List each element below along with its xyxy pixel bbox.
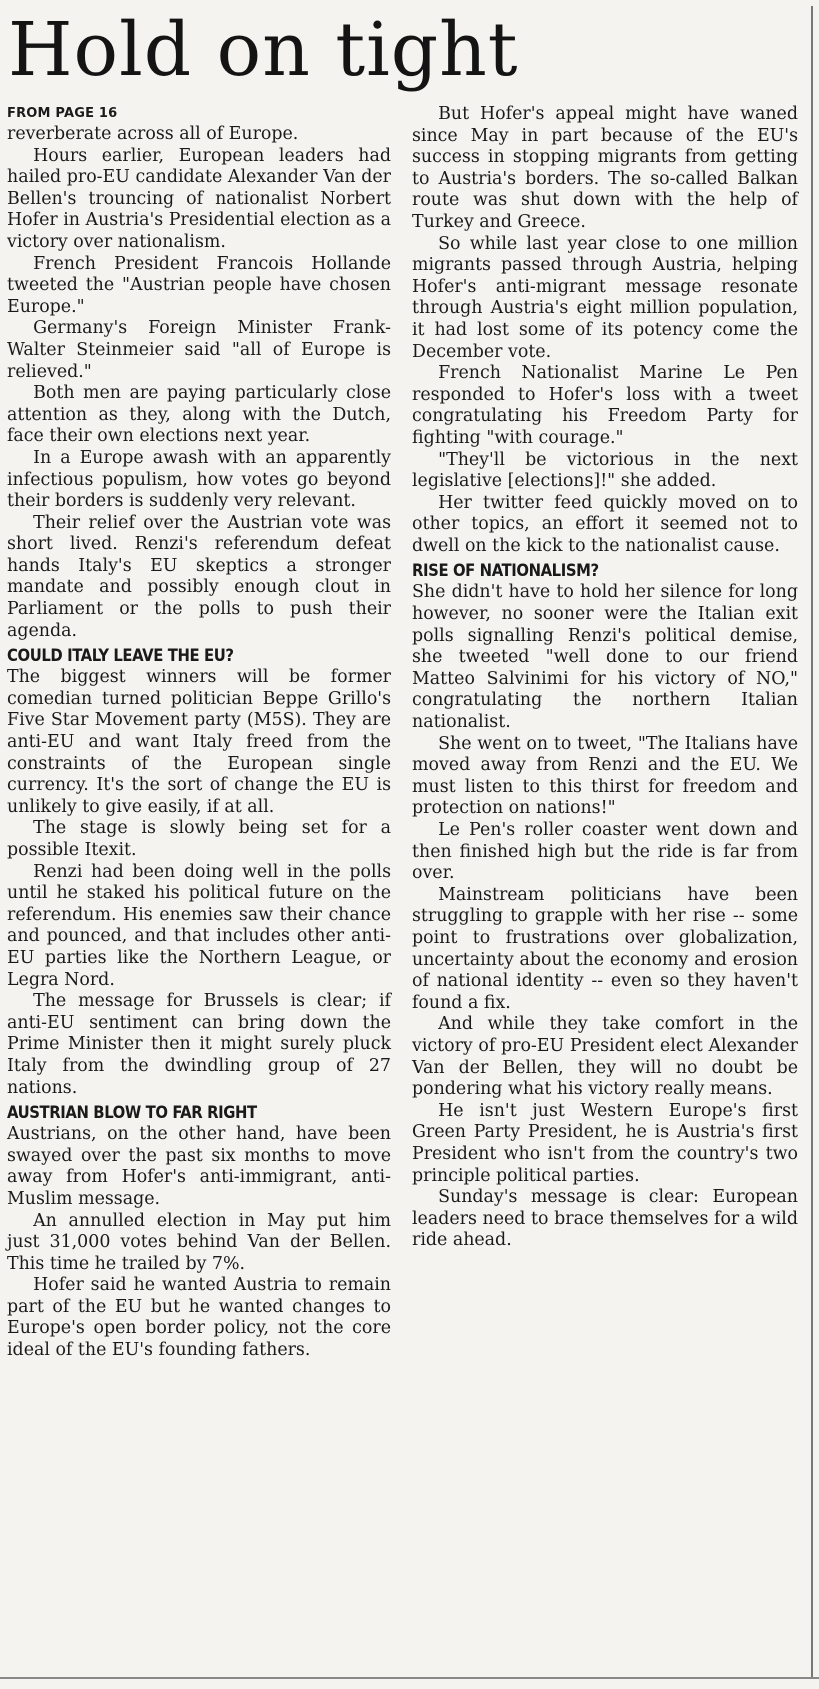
body-paragraph: An annulled election in May put him just 31,000 votes behind Van der Bellen. This time he trailed by 7%.	[7, 1210, 391, 1274]
body-paragraph: The message for Brussels is clear; if anti-EU sentiment can bring down the Prime Minister then it might surely pluck Italy from the dwindling group of 27 nations.	[7, 991, 391, 1098]
body-paragraph: Both men are paying particularly close attention as they, along with the Dutch, face their own elections next year.	[7, 383, 391, 447]
body-paragraph: So while last year close to one million migrants passed through Austria, helping Hofer's anti-migrant message resonate through Austria's eight million population, it had lost some of its potency come the December vote.	[412, 233, 798, 362]
body-paragraph: Hofer said he wanted Austria to remain part of the EU but he wanted changes to Europe's open border policy, not the core ideal of the EU's founding fathers.	[7, 1275, 391, 1361]
body-paragraph: She didn't have to hold her silence for long however, no sooner were the Italian exit polls signalling Renzi's political demise, she tweeted "well done to our friend Matteo Salvinimi for his victory of NO," congratulating the northern Italian nationalist.	[412, 582, 798, 733]
body-paragraph: Hours earlier, European leaders had hailed pro-EU candidate Alexander Van der Bellen's trouncing of nationalist Norbert Hofer in Austria's Presidential election as a victory over nationalism.	[7, 145, 391, 252]
kicker: FROM PAGE 16	[7, 106, 118, 121]
section-subhead: COULD ITALY LEAVE THE EU?	[7, 646, 234, 666]
body-paragraph: But Hofer's appeal might have waned since May in part because of the EU's success in stopping migrants from getting to Austria's borders. The so-called Balkan route was shut down with the help of Turkey and Greece.	[412, 104, 798, 232]
body-paragraph: Sunday's message is clear: European leaders need to brace themselves for a wild ride ahead.	[412, 1187, 798, 1251]
section-subhead: RISE OF NATIONALISM?	[412, 561, 599, 581]
column-rule	[811, 6, 813, 1677]
body-paragraph: Austrians, on the other hand, have been swayed over the past six months to move away from Hofer's anti-immigrant, anti-Muslim message.	[7, 1124, 391, 1209]
body-paragraph: reverberate across all of Europe.	[7, 124, 299, 144]
bottom-rule	[0, 1677, 819, 1679]
body-paragraph: In a Europe awash with an apparently infectious populism, how votes go beyond their borders is suddenly very relevant.	[7, 447, 391, 512]
body-paragraph: "They'll be victorious in the next legislative [elections]!" she added.	[412, 449, 798, 492]
headline: Hold on tight	[8, 7, 519, 93]
body-paragraph: Their relief over the Austrian vote was short lived. Renzi's referendum defeat hands Italy's EU skeptics a stronger mandate and possibly enough clout in Parliament or the polls to push their agenda.	[7, 512, 391, 641]
body-paragraph: And while they take comfort in the victory of pro-EU President elect Alexander Van der Bellen, they will no doubt be pondering what his victory really means.	[412, 1014, 798, 1100]
body-paragraph: She went on to tweet, "The Italians have moved away from Renzi and the EU. We must listen to this thirst for freedom and protection on nations!"	[412, 733, 798, 819]
body-paragraph: The stage is slowly being set for a possible Itexit.	[7, 818, 391, 860]
body-paragraph: He isn't just Western Europe's first Green Party President, he is Austria's first President who isn't from the country's two principle political parties.	[412, 1100, 798, 1186]
body-paragraph: The biggest winners will be former comedian turned politician Beppe Grillo's Five Star Movement party (M5S). They are anti-EU and want Italy freed from the constraints of the European single currency. It's the sort of change the EU is unlikely to give easily, if at all.	[7, 667, 391, 817]
body-paragraph: Renzi had been doing well in the polls until he staked his political future on the referendum. His enemies saw their chance and pounced, and that includes other anti-EU parties like the Northern League, or Legra Nord.	[7, 861, 391, 990]
body-paragraph: Mainstream politicians have been struggling to grapple with her rise -- some point to frustrations over globalization, uncertainty about the economy and erosion of national identity -- even so they haven't found a fix.	[412, 884, 798, 1013]
body-paragraph: French President Francois Hollande tweeted the "Austrian people have chosen Europe."	[7, 253, 391, 317]
body-paragraph: Germany's Foreign Minister Frank-Walter Steinmeier said "all of Europe is relieved."	[7, 318, 391, 382]
body-paragraph: Her twitter feed quickly moved on to other topics, an effort it seemed not to dwell on the kick to the nationalist cause.	[412, 492, 798, 556]
section-subhead: AUSTRIAN BLOW TO FAR RIGHT	[7, 1103, 257, 1123]
body-paragraph: French Nationalist Marine Le Pen responded to Hofer's loss with a tweet congratulating his Freedom Party for fighting "with courage."	[412, 363, 798, 448]
left-column	[7, 104, 391, 1362]
body-paragraph: Le Pen's roller coaster went down and then finished high but the ride is far from over.	[412, 820, 798, 884]
right-column	[412, 104, 798, 1252]
